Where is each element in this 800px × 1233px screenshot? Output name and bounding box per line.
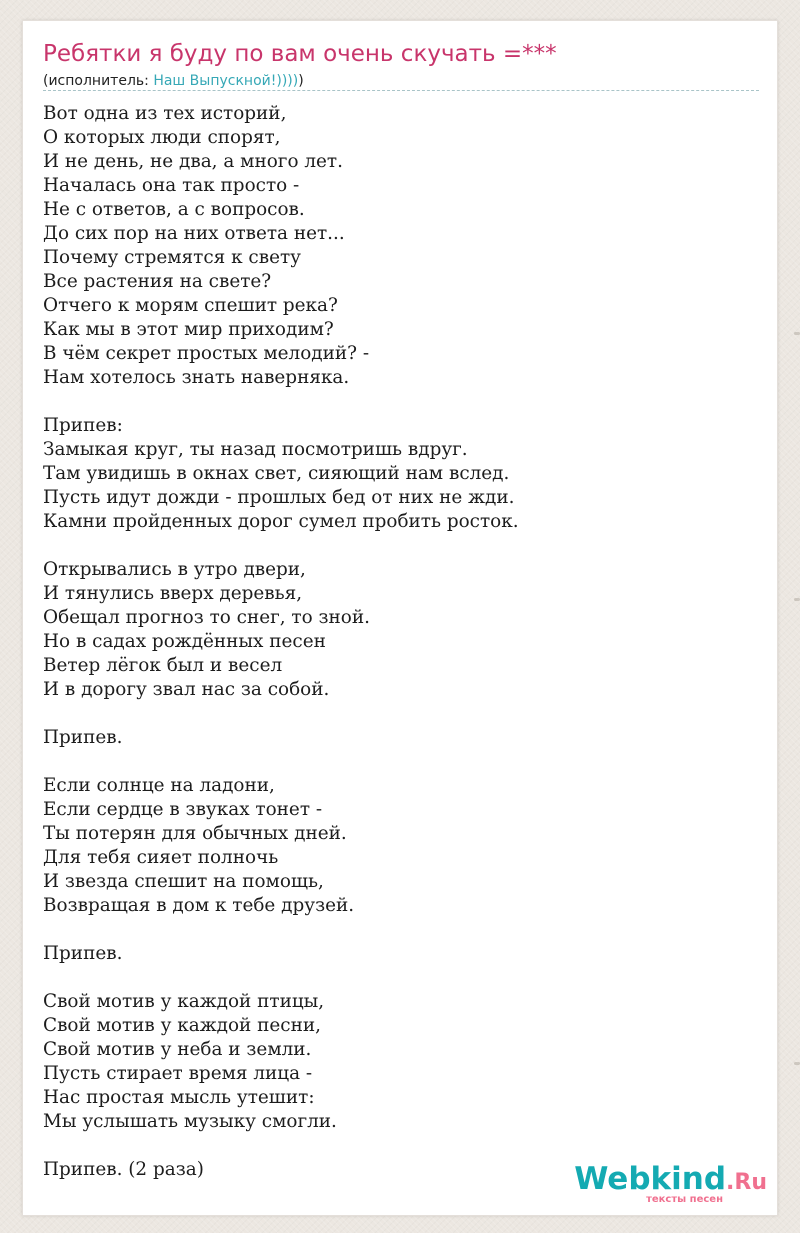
lyric-line: Отчего к морям спешит река? [43,295,338,316]
lyric-line: Нас простая мысль утешит: [43,1087,315,1108]
lyric-line: Если сердце в звуках тонет - [43,799,323,820]
blank-line [43,1134,759,1158]
performer-line [43,72,304,90]
lyric-line: Пусть идут дожди - прошлых бед от них не жди. [43,487,515,508]
lyric-line: И в дорогу звал нас за собой. [43,679,330,700]
blank-line [43,918,759,942]
song-title: Ребятки я буду по вам очень скучать =*** [43,41,557,67]
blank-line [43,966,759,990]
lyric-line: Пусть стирает время лица - [43,1063,313,1084]
lyric-line: Почему стремятся к свету [43,247,301,268]
lyric-line: Камни пройденных дорог сумел пробить росток. [43,511,519,532]
lyric-line: Замыкая круг, ты назад посмотришь вдруг. [43,439,468,460]
lyric-line: Началась она так просто - [43,175,300,196]
lyric-line: Но в садах рождённых песен [43,631,326,652]
lyric-line: О которых люди спорят, [43,127,281,148]
lyric-line: Припев. [43,943,123,964]
edge-decoration [794,1062,800,1065]
lyric-line: Нам хотелось знать наверняка. [43,367,350,388]
title-divider [43,90,759,91]
performer-suffix: ) [298,73,304,89]
lyric-line: Свой мотив у каждой песни, [43,1015,321,1036]
lyric-line: Обещал прогноз то снег, то зной. [43,607,370,628]
lyric-line: Возвращая в дом к тебе друзей. [43,895,355,916]
lyric-line: Все растения на свете? [43,271,272,292]
lyric-line: Вот одна из тех историй, [43,103,287,124]
lyric-line: Не с ответов, а с вопросов. [43,199,305,220]
lyric-line: Ветер лёгок был и весел [43,655,283,676]
lyric-line: В чём секрет простых мелодий? - [43,343,370,364]
lyric-line: Если солнце на ладони, [43,775,275,796]
performer-link[interactable]: Наш Выпускной!)))) [153,73,299,89]
lyrics-card [22,20,778,1216]
blank-line [43,702,759,726]
site-logo[interactable] [574,1161,769,1209]
lyric-line: И не день, не два, а много лет. [43,151,343,172]
lyric-line: И звезда спешит на помощь, [43,871,324,892]
logo-name: Webkind [574,1161,727,1197]
blank-line [43,750,759,774]
lyric-line: Там увидишь в окнах свет, сияющий нам вслед. [43,463,510,484]
lyric-line: И тянулись вверх деревья, [43,583,303,604]
lyrics-text [43,102,759,1182]
lyric-line: Открывались в утро двери, [43,559,306,580]
lyric-line: Ты потерян для обычных дней. [43,823,347,844]
logo-domain: .Ru [726,1170,767,1195]
edge-decoration [794,598,800,601]
lyric-line: Свой мотив у каждой птицы, [43,991,325,1012]
lyric-line: Припев: [43,415,123,436]
edge-decoration [794,332,800,335]
lyric-line: Припев. (2 раза) [43,1159,204,1180]
lyric-line: До сих пор на них ответа нет... [43,223,345,244]
blank-line [43,390,759,414]
logo-tagline: тексты песен [646,1194,723,1205]
lyric-line: Припев. [43,727,123,748]
lyric-line: Как мы в этот мир приходим? [43,319,334,340]
lyric-line: Свой мотив у неба и земли. [43,1039,312,1060]
performer-prefix: (исполнитель: [43,73,154,89]
lyric-line: Мы услышать музыку смогли. [43,1111,337,1132]
lyric-line: Для тебя сияет полночь [43,847,279,868]
blank-line [43,534,759,558]
